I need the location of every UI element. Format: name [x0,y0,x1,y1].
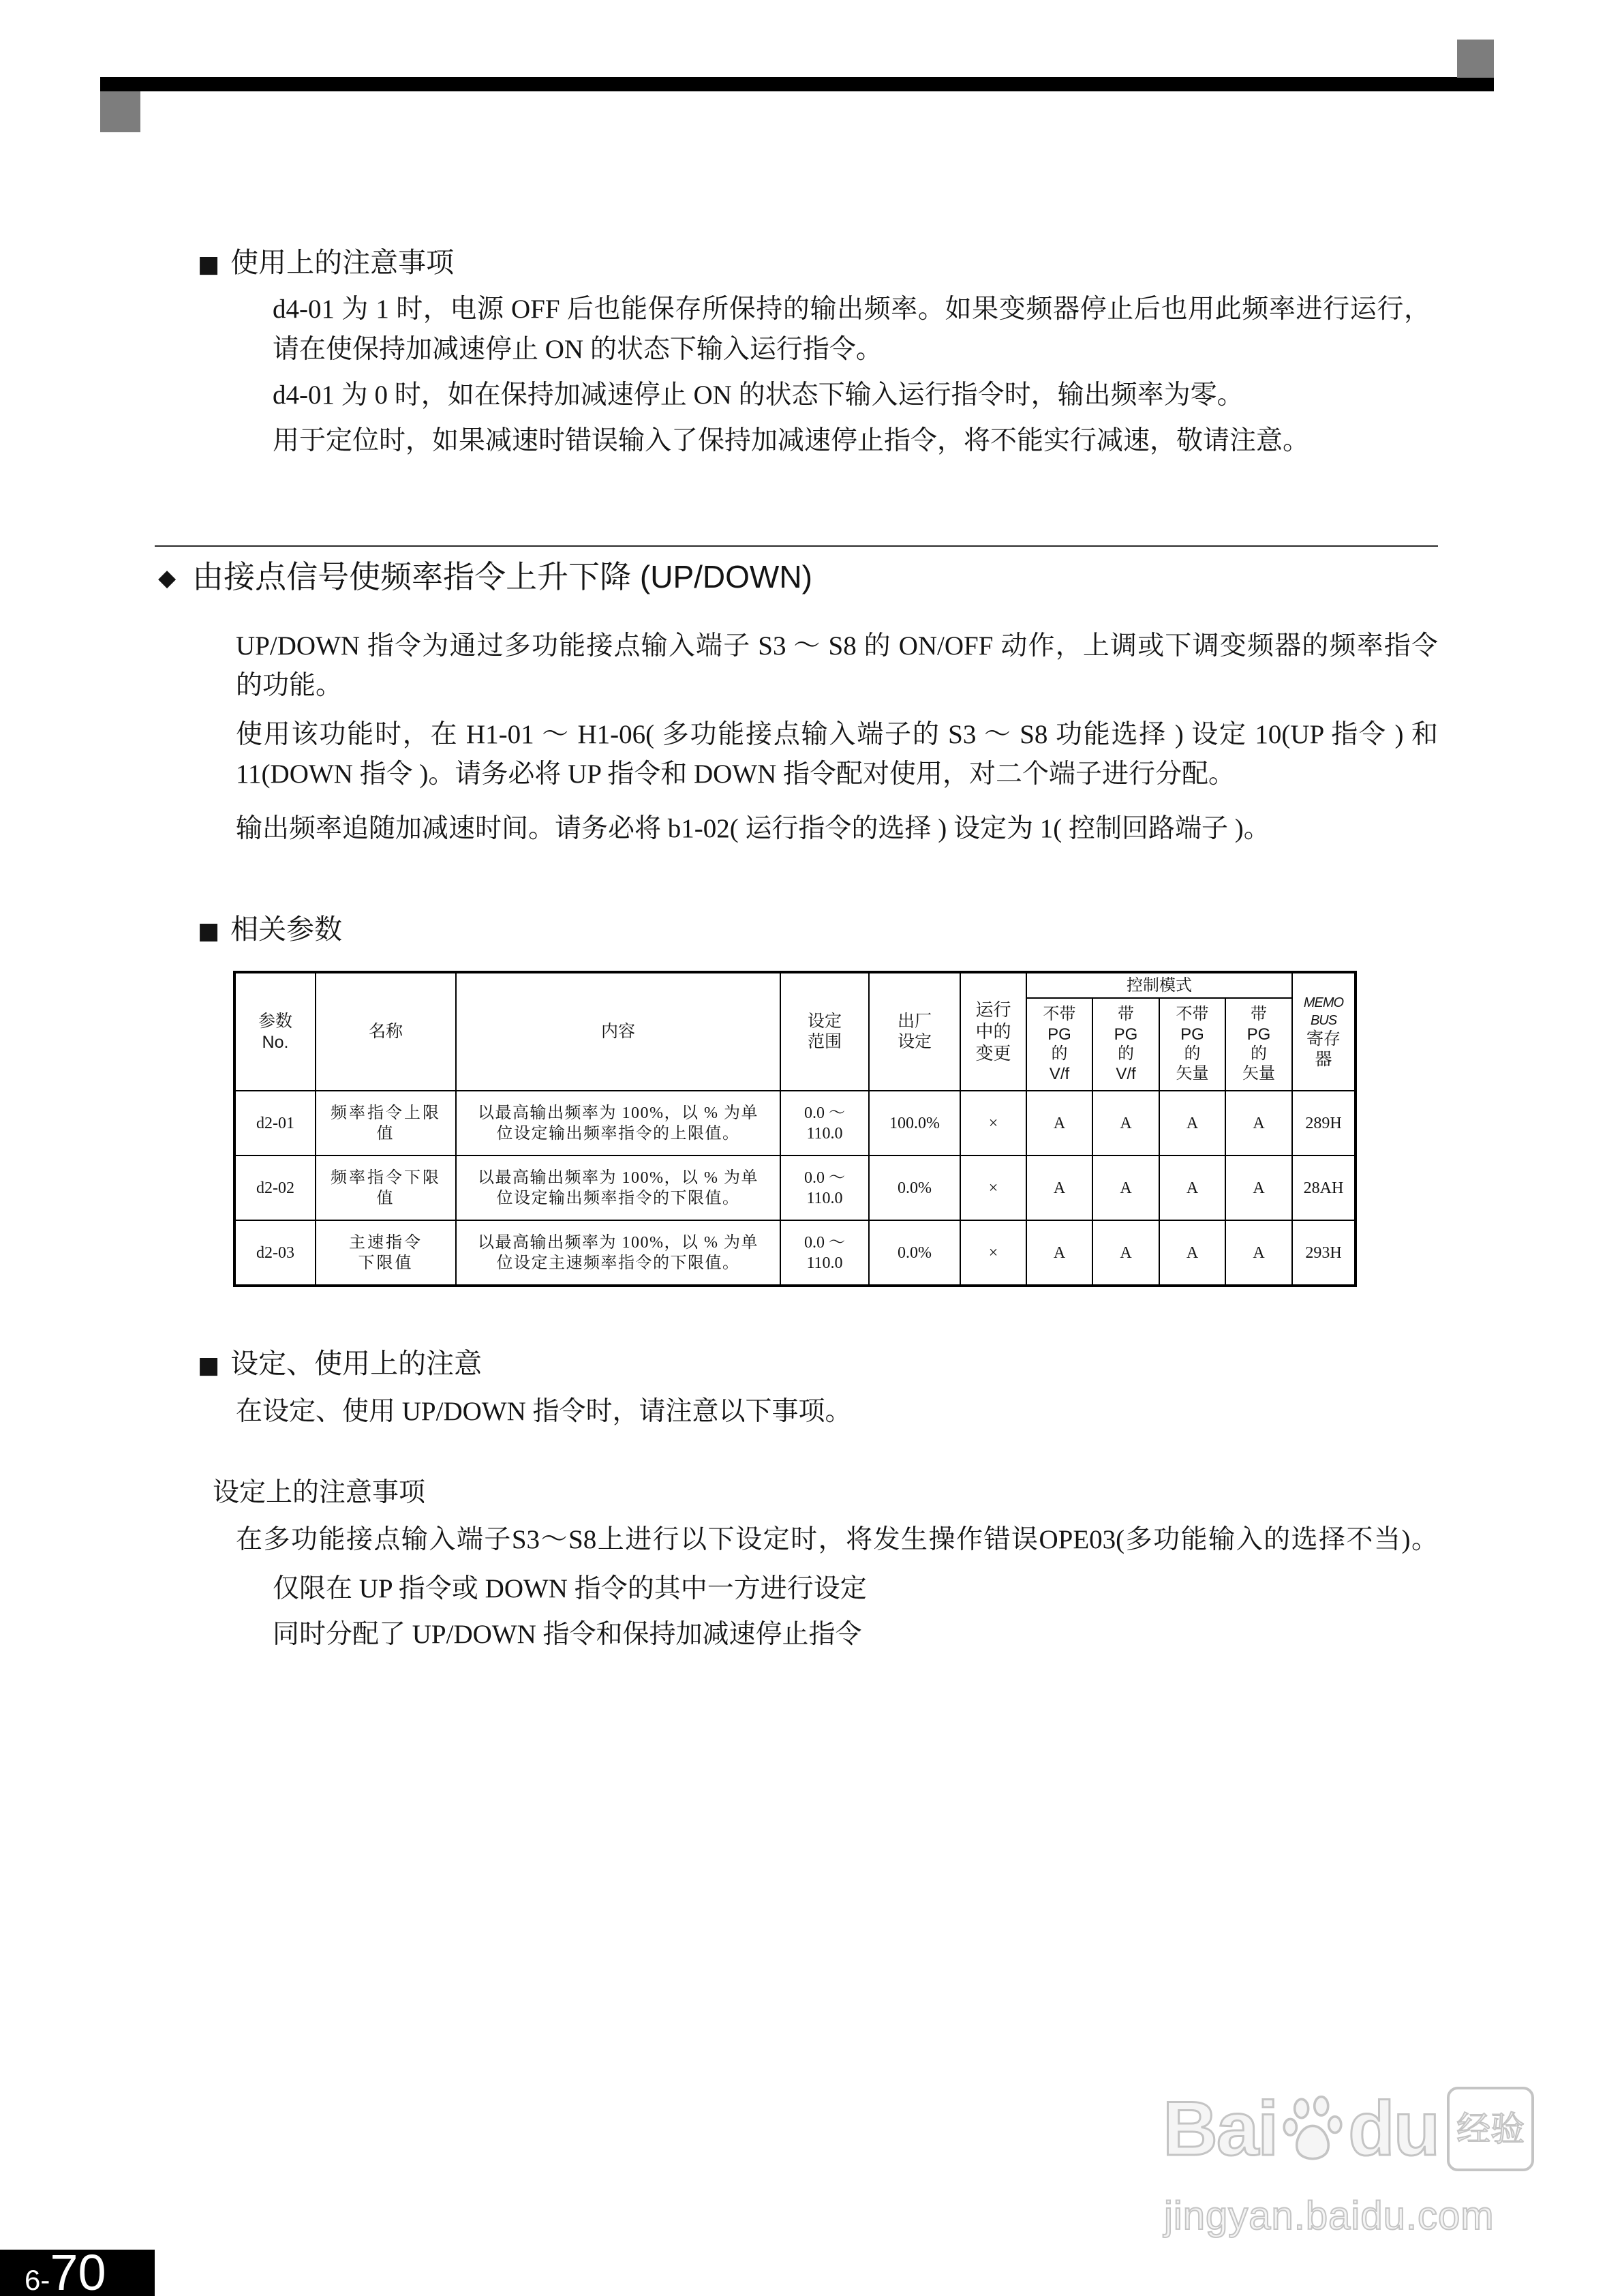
header-text: 范围 [807,1032,842,1051]
param-mode-cell: A [1092,1091,1159,1155]
cell-text: 0.0 ～ [804,1168,845,1187]
param-range-cell [780,1091,869,1155]
param-content-cell [456,1091,780,1155]
param-name-cell [316,1220,456,1286]
table-header-row [234,972,1356,998]
page-number [0,2244,155,2296]
square-bullet-icon: ■ [198,918,220,945]
usage-note-line: 用于定位时，如果减速时错误输入了保持加减速停止指令，将不能实行减速，敬请注意。 [273,426,1310,455]
cell-text: 110.0 [806,1254,843,1272]
header-text: 运行 [975,999,1011,1020]
param-default-cell: 0.0% [869,1220,960,1286]
setting-notes-subheading: 设定上的注意事项 [213,1478,426,1507]
header-control-mode: 控制模式 [1026,972,1292,998]
header-text: 中的 [975,1021,1011,1042]
usage-notes-title: 使用上的注意事项 [230,247,455,278]
section-divider [155,545,1438,547]
header-text: MEMO [1303,995,1344,1010]
param-mode-cell: A [1225,1155,1292,1220]
watermark-brand-left: Bai [1163,2086,1278,2171]
param-change-cell: × [960,1155,1026,1220]
header-mode-vf-with-pg [1092,998,1159,1091]
paw-icon [1281,2095,1344,2163]
header-name: 名称 [316,972,456,1091]
setting-notes-heading [198,1346,482,1383]
param-mode-cell: A [1159,1220,1225,1286]
header-range [780,972,869,1091]
header-text: 变更 [975,1043,1011,1063]
header-text: 寄存 [1306,1029,1341,1048]
error-condition-item: 仅限在 UP 指令或 DOWN 指令的其中一方进行设定 [273,1574,867,1603]
header-mode-vector-with-pg [1225,998,1292,1091]
cell-text: 以最高输出频率为 100%，以 % 为单 [478,1104,759,1122]
error-condition-line: 在多功能接点输入端子S3～S8上进行以下设定时，将发生操作错误OPE03(多功能输入的选择不当)。 [236,1525,1438,1554]
section-title: 由接点信号使频率指令上升下降 (UP/DOWN) [192,559,812,594]
section-paragraph-line: 的功能。 [236,671,343,700]
header-text: 的 [1251,1045,1267,1063]
cell-text: 0.0 ～ [804,1233,845,1252]
header-text: 出厂 [897,1012,932,1031]
param-mode-cell: A [1026,1091,1092,1155]
param-mode-cell: A [1092,1155,1159,1220]
param-register-cell: 28AH [1292,1155,1356,1220]
cell-text: 下限值 [358,1254,414,1272]
param-change-cell: × [960,1220,1026,1286]
cell-text: 频率指令上限 [331,1104,441,1122]
header-text: 的 [1118,1045,1134,1063]
table-row [234,1220,1356,1286]
param-content-cell [456,1155,780,1220]
cell-text: 0.0 ～ [804,1104,845,1122]
param-mode-cell: A [1225,1091,1292,1155]
param-name-cell [316,1155,456,1220]
header-text: 不带 [1176,1006,1209,1023]
usage-note-line: 请在使保持加减速停止 ON 的状态下输入运行指令。 [273,335,883,364]
header-text: PG [1114,1025,1138,1044]
error-condition-item: 同时分配了 UP/DOWN 指令和保持加减速停止指令 [273,1620,862,1649]
watermark-brand-right: du [1348,2086,1439,2171]
table-row [234,1155,1356,1220]
cell-text: 以最高输出频率为 100%，以 % 为单 [478,1233,759,1252]
header-change-during-run [960,972,1026,1091]
param-no-cell: d2-01 [234,1091,316,1155]
cell-text: 位设定输出频率指令的上限值。 [496,1124,740,1143]
cell-text: 110.0 [806,1124,843,1143]
watermark-url: jingyan.baidu.com [1164,2194,1495,2238]
header-text: 带 [1251,1006,1267,1023]
header-text: 的 [1184,1045,1201,1063]
square-bullet-icon: ■ [198,1352,220,1379]
param-mode-cell: A [1092,1220,1159,1286]
section-paragraph-line: 使用该功能时，在 H1-01 ～ H1-06( 多功能接点输入端子的 S3 ～ S8 功能选择 ) 设定 10(UP 指令 ) 和 [236,720,1438,749]
param-default-cell: 0.0% [869,1155,960,1220]
header-text: PG [1047,1025,1071,1044]
square-bullet-icon: ■ [198,251,220,278]
header-text: No. [262,1032,289,1052]
cell-text: 110.0 [806,1189,843,1207]
header-text: 的 [1051,1045,1068,1063]
param-register-cell: 293H [1292,1220,1356,1286]
section-paragraph-line: UP/DOWN 指令为通过多功能接点输入端子 S3 ～ S8 的 ON/OFF 动作，上调或下调变频器的频率指令 [236,631,1438,661]
header-text: V/f [1116,1065,1136,1083]
cell-text: 位设定输出频率指令的下限值。 [496,1189,740,1207]
param-mode-cell: A [1026,1220,1092,1286]
header-mode-vector-no-pg [1159,998,1225,1091]
cell-text: 以最高输出频率为 100%，以 % 为单 [478,1168,759,1187]
param-content-cell [456,1220,780,1286]
param-range-cell [780,1155,869,1220]
usage-note-line: d4-01 为 0 时，如在保持加减速停止 ON 的状态下输入运行指令时，输出频率为零。 [273,380,1244,410]
cell-text: 频率指令下限 [331,1168,441,1187]
cell-text: 主速指令 [349,1233,423,1252]
header-rule [100,77,1494,91]
setting-notes-title: 设定、使用上的注意 [230,1348,483,1379]
header-text: 带 [1118,1006,1134,1023]
header-tab-marker [1457,40,1494,78]
header-content: 内容 [456,972,780,1091]
param-change-cell: × [960,1091,1026,1155]
param-mode-cell: A [1159,1091,1225,1155]
param-mode-cell: A [1225,1220,1292,1286]
param-default-cell: 100.0% [869,1091,960,1155]
header-text: 设定 [897,1032,932,1051]
header-text: BUS [1310,1012,1337,1028]
header-text: 矢量 [1242,1065,1275,1083]
cell-text: 值 [376,1189,395,1207]
page-number-page: 70 [50,2244,106,2296]
header-text: 参数 [258,1012,292,1031]
related-parameters-table [233,971,1357,1287]
param-mode-cell: A [1159,1155,1225,1220]
related-params-heading [198,911,342,949]
param-no-cell: d2-02 [234,1155,316,1220]
related-params-title: 相关参数 [230,913,343,945]
usage-note-line: d4-01 为 1 时，电源 OFF 后也能保存所保持的输出频率。如果变频器停止后也用此频率进行运行， [273,294,1430,324]
cell-text: 位设定主速频率指令的下限值。 [496,1254,740,1272]
param-name-cell [316,1091,456,1155]
diamond-bullet-icon: ◆ [158,564,177,592]
cell-text: 值 [376,1124,395,1143]
param-range-cell [780,1220,869,1286]
header-text: 不带 [1043,1006,1076,1023]
section-heading [158,556,812,599]
page-number-chapter: 6- [25,2264,50,2296]
baidu-watermark [1163,2085,1534,2173]
header-text: PG [1246,1025,1271,1044]
header-text: V/f [1049,1065,1070,1083]
header-param-no [234,972,316,1091]
header-text: 设定 [807,1012,842,1031]
header-mode-vf-no-pg [1026,998,1092,1091]
usage-notes-heading [198,245,454,282]
param-mode-cell: A [1026,1155,1092,1220]
chapter-tab-marker [100,91,140,132]
param-no-cell: d2-03 [234,1220,316,1286]
header-text: PG [1180,1025,1204,1044]
section-paragraph-line: 11(DOWN 指令 )。请务必将 UP 指令和 DOWN 指令配对使用，对二个端子进行分配。 [236,759,1236,789]
param-register-cell: 289H [1292,1091,1356,1155]
header-text: 器 [1315,1050,1332,1069]
section-paragraph-line: 输出频率追随加减速时间。请务必将 b1-02( 运行指令的选择 ) 设定为 1( 控制回路端子 )。 [236,814,1270,843]
setting-notes-intro: 在设定、使用 UP/DOWN 指令时，请注意以下事项。 [236,1397,852,1426]
table-row [234,1091,1356,1155]
header-memobus-register [1292,972,1356,1091]
header-text: 矢量 [1176,1065,1209,1083]
header-default [869,972,960,1091]
watermark-product: 经验 [1447,2087,1534,2171]
